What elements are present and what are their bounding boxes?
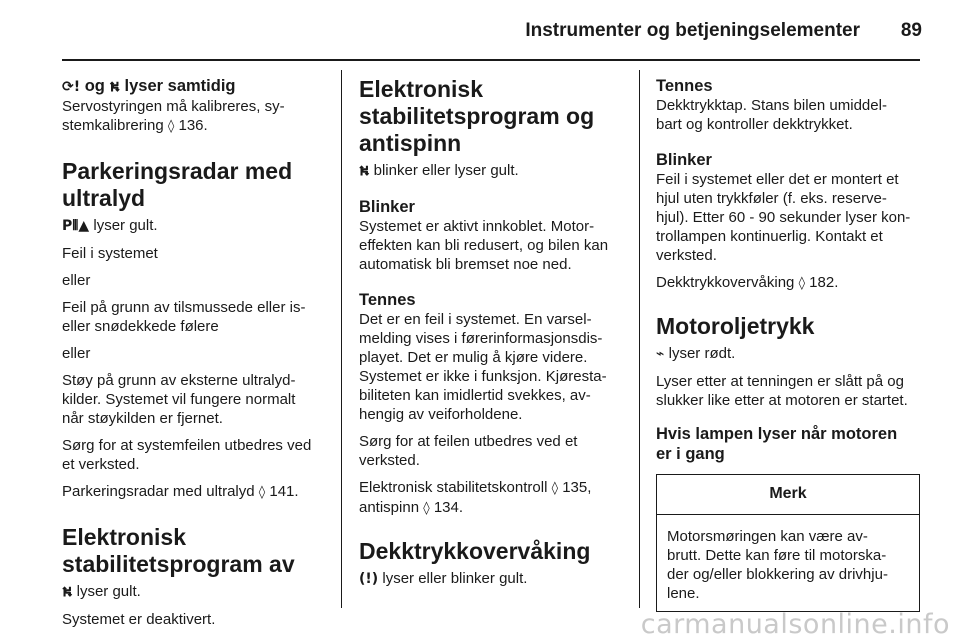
esp-off-body: Systemet er deaktivert. [62,611,216,628]
note-line-3: der og/eller blokkering av drivhju- [667,566,888,583]
parking-ref-line [62,482,324,502]
or-text-1: eller [62,272,91,289]
esp-off-heading-1: Elektronisk [62,524,186,550]
tire-pressure-icon: (!) [359,571,379,587]
page-ref-icon: ◊ [167,119,175,134]
tpms-blink-line-5: verksted. [656,247,717,264]
note-line-1: Motorsmøringen kan være av- [667,528,868,545]
esp-lamp-text: blinker eller lyser gult. [373,162,519,179]
tpms-blink-heading: Blinker [656,151,712,169]
tpms-lamp-text: lyser eller blinker gult. [382,570,528,587]
column-2 [359,76,621,589]
tpms-on-line-1: Dekktrykktap. Stans bilen umiddel- [656,97,887,114]
esp-on-line-3: playet. Det er mulig å kjøre videre. [359,349,588,366]
esp-on-line-5: biliteten kan imidlertid svekkes, av- [359,387,591,404]
parking-heading-2: ultralyd [62,185,146,211]
tpms-on-heading: Tennes [656,77,713,95]
running-title: Instrumenter og betjeningselementer [525,20,860,41]
column-1 [62,76,324,629]
page-ref-icon: ◊ [551,481,559,496]
oil-can-icon: ⌁ [656,346,665,362]
esp-ref-text-b: antispinn [359,499,420,516]
esp-icon: ⛕ [109,79,120,95]
column-3 [656,76,918,612]
parking-lamp-line [62,216,324,236]
esp-on-line-2: melding vises i førerinformasjonsdis- [359,330,603,347]
esp-off-heading-2: stabilitetsprogram av [62,551,295,577]
parking-heading-1: Parkeringsradar med [62,158,293,184]
esp-lamp-line [359,161,621,181]
tpms-on-line-2: bart og kontroller dekktrykket. [656,116,853,133]
esp-ref-line-1 [359,478,621,498]
fault-text: Feil i systemet [62,245,158,262]
page-header [0,0,960,60]
note-line-4: lene. [667,585,700,602]
dirty-line-1: Feil på grunn av tilsmussede eller is- [62,299,306,316]
parking-ref-text: Parkeringsradar med ultralyd [62,483,255,500]
esp-on-line-4: Systemet er ikke i funksjon. Kjøresta- [359,368,607,385]
note-heading: Merk [657,475,919,515]
servo-ref-page: 136. [178,117,208,134]
oil-heading: Motoroljetrykk [656,313,815,339]
oil-lamp-text: lyser rødt. [668,345,736,362]
noise-line-3: når støykilden er fjernet. [62,410,223,427]
esp-blink-line-3: automatisk bli bremset noe ned. [359,256,572,273]
tpms-heading: Dekktrykkovervåking [359,538,591,564]
servo-body-line-1: Servostyringen må kalibreres, sy- [62,98,285,115]
tpms-blink-line-3: hjul). Etter 60 - 90 sekunder lyser kon- [656,209,911,226]
workshop-line-2: et verksted. [62,456,140,473]
header-rule [62,59,920,61]
parking-lamp-text: lyser gult. [93,217,158,234]
esp-on-line-1: Det er en feil i systemet. En varsel- [359,311,592,328]
dirty-line-2: eller snødekkede følere [62,318,219,335]
esp-blink-line-2: effekten kan bli redusert, og bilen kan [359,237,609,254]
running-heading-1: Hvis lampen lyser når motoren [656,425,898,443]
esp-blink-line-1: Systemet er aktivt innkoblet. Motor- [359,218,595,235]
page-number: 89 [900,20,922,41]
esp-blink-heading: Blinker [359,198,415,216]
watermark: carmanualsonline.info [640,609,950,640]
servo-heading-tail: lyser samtidig [124,77,236,95]
esp-heading-2: stabilitetsprogram og [359,103,595,129]
tpms-blink-line-1: Feil i systemet eller det er montert et [656,171,899,188]
tpms-ref-text: Dekktrykkovervåking [656,274,795,291]
noise-line-1: Støy på grunn av eksterne ultralyd- [62,372,296,389]
running-heading-2: er i gang [656,445,725,463]
tpms-blink-line-4: trollampen kontinuerlig. Kontakt et [656,228,883,245]
servo-body-line-2 [62,116,324,136]
servo-heading [62,76,324,97]
esp-ref-page-a: 135, [562,479,592,496]
tpms-ref-line [656,273,918,293]
esp-icon: ⛕ [359,163,370,179]
page-ref-icon: ◊ [798,276,805,291]
column-divider-2 [639,70,640,608]
note-line-2: brutt. Dette kan føre til motorska- [667,547,887,564]
esp-fix-line-2: verksted. [359,452,420,469]
esp-ref-text-a: Elektronisk stabilitetskontroll [359,479,548,496]
esp-heading-3: antispinn [359,130,462,156]
esp-off-lamp-line [62,582,324,602]
esp-fix-line-1: Sørg for at feilen utbedres ved et [359,433,578,450]
note-body [657,515,919,611]
esp-heading-1: Elektronisk [359,76,483,102]
note-box [656,474,920,612]
tpms-blink-line-2: hjul uten trykkføler (f. eks. reserve- [656,190,887,207]
servo-body-text: stemkalibrering [62,117,164,134]
oil-line-2: slukker like etter at motoren er startet. [656,392,908,409]
esp-ref-line-2 [359,498,621,518]
servo-heading-mid: og [84,77,105,95]
oil-lamp-line [656,344,918,364]
esp-ref-page-b: 134. [433,499,464,516]
parking-radar-icon: P⦀▲ [62,218,90,234]
esp-on-heading: Tennes [359,291,416,309]
parking-ref-page: 141. [269,483,299,500]
tpms-lamp-line [359,569,621,589]
page-ref-icon: ◊ [258,485,266,500]
noise-line-2: kilder. Systemet vil fungere normalt [62,391,296,408]
esp-off-icon: ⛕ [62,584,73,600]
oil-line-1: Lyser etter at tenningen er slått på og [656,373,904,390]
page-ref-icon: ◊ [423,501,430,516]
esp-off-lamp-text: lyser gult. [76,583,141,600]
tpms-ref-page: 182. [809,274,839,291]
column-divider-1 [341,70,342,608]
or-text-2: eller [62,345,91,362]
servo-warning-icon: ⟳! [62,79,81,95]
esp-on-line-6: hengig av veiforholdene. [359,406,523,423]
workshop-line-1: Sørg for at systemfeilen utbedres ved [62,437,312,454]
